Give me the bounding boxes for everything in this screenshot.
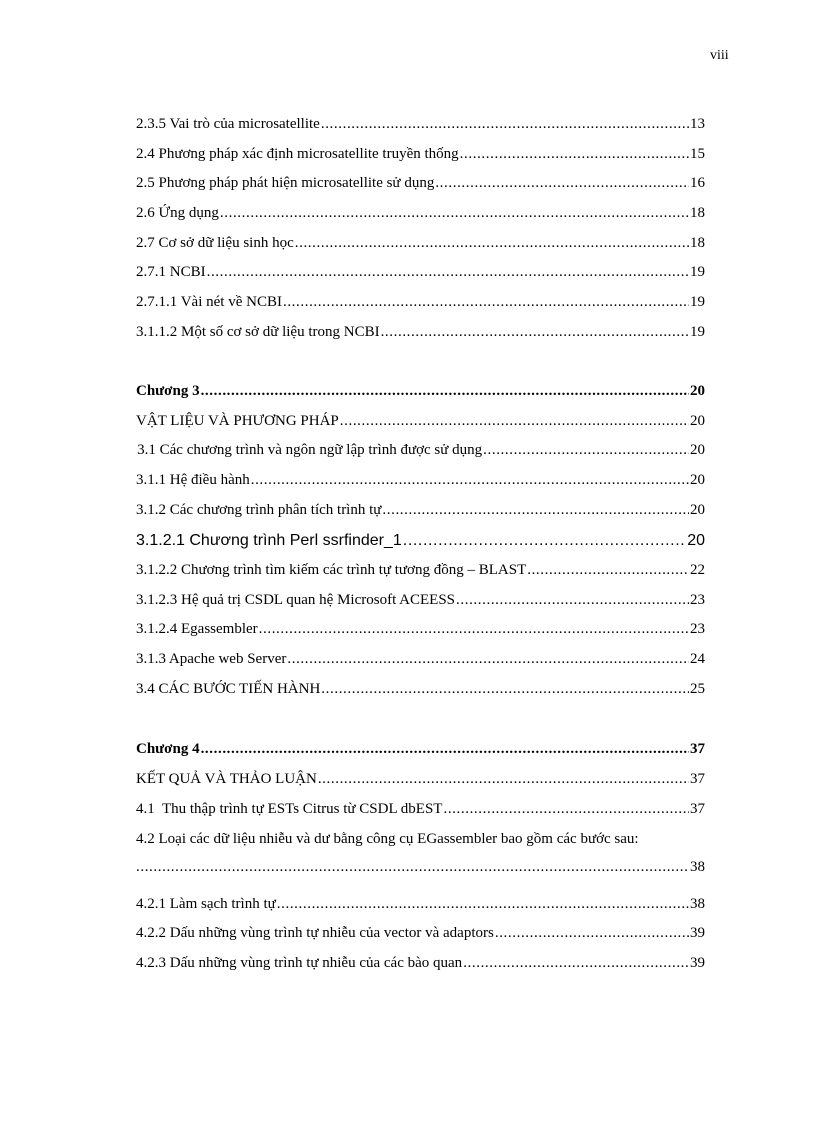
dot-leader (283, 294, 689, 311)
toc-entry-title: 2.7.1.1 Vài nét về NCBI (136, 294, 282, 310)
toc-entry-page: 20 (690, 383, 705, 399)
toc-entry[interactable] (136, 294, 705, 316)
toc-entry[interactable] (136, 324, 705, 346)
dot-leader (527, 562, 689, 579)
toc-entry-title: 2.6 Ứng dụng (136, 205, 219, 221)
dot-leader (136, 859, 689, 876)
dot-leader (382, 502, 689, 519)
toc-entry-page: 20 (687, 532, 705, 549)
toc-entry[interactable] (136, 413, 705, 435)
toc-entry[interactable] (136, 116, 705, 138)
dot-leader (460, 146, 689, 163)
toc-entry[interactable] (136, 175, 705, 197)
toc-entry[interactable] (136, 651, 705, 673)
dot-leader (295, 235, 689, 252)
toc-entry-page: 19 (690, 324, 705, 340)
toc-entry-page: 37 (690, 741, 705, 757)
toc-entry[interactable] (136, 801, 705, 823)
toc-entry-page: 22 (690, 562, 705, 578)
toc-entry-title: 2.7.1 NCBI (136, 264, 206, 280)
toc-entry-title: VẬT LIỆU VÀ PHƯƠNG PHÁP (136, 413, 339, 429)
toc-entry-title: 4.2.3 Dấu những vùng trình tự nhiễu của các bào quan (136, 955, 463, 971)
toc-entry-page: 19 (690, 294, 705, 310)
toc-entry-title: 3.1.1.2 Một số cơ sở dữ liệu trong NCBI (136, 324, 380, 340)
toc-entry-title: 3.1.3 Apache web Server (136, 651, 287, 667)
toc-entry-title: Chương 4 (136, 741, 200, 757)
dot-leader (287, 651, 689, 668)
toc-entry-page: 18 (690, 235, 705, 251)
toc-entry-page: 15 (690, 146, 705, 162)
dot-leader (435, 175, 689, 192)
toc-entry-title: 2.5 Phương pháp phát hiện microsatellite sử dụng (136, 175, 435, 191)
toc-entry[interactable] (136, 592, 705, 614)
toc-entry[interactable] (136, 681, 705, 703)
dot-leader (403, 532, 686, 550)
toc-entry-title: 4.2.2 Dấu những vùng trình tự nhiễu của vector và adaptors (136, 925, 494, 941)
toc-entry[interactable] (136, 562, 705, 584)
toc-entry[interactable] (136, 925, 705, 947)
toc-entry[interactable] (136, 146, 705, 168)
toc-entry-page: 13 (690, 116, 705, 132)
toc-chapter-heading[interactable] (136, 383, 705, 405)
toc-entry-title: 3.4 CÁC BƯỚC TIẾN HÀNH (136, 681, 321, 697)
toc-entry[interactable] (136, 771, 705, 793)
toc-entry-title: 3.1.2 Các chương trình phân tích trình tự (136, 502, 382, 518)
toc-entry-wrapped[interactable] (136, 831, 746, 881)
toc-entry[interactable] (136, 896, 705, 918)
toc-entry-page: 37 (690, 801, 705, 817)
toc-entry[interactable] (136, 955, 705, 977)
toc-chapter-heading[interactable] (136, 741, 705, 763)
toc-entry-title: 2.7 Cơ sở dữ liệu sinh học (136, 235, 294, 251)
dot-leader (463, 955, 689, 972)
dot-leader (483, 442, 689, 459)
toc-entry-title: 2.3.5 Vai trò của microsatellite (136, 116, 320, 132)
toc-entry[interactable] (136, 235, 705, 257)
toc-entry-page: 20 (690, 472, 705, 488)
toc-entry-page: 20 (690, 413, 705, 429)
toc-entry[interactable] (136, 621, 705, 643)
toc-entry-page: 39 (690, 925, 705, 941)
toc-entry-page: 38 (690, 896, 705, 912)
dot-leader (456, 592, 689, 609)
toc-entry-page: 20 (690, 502, 705, 518)
toc-entry-continuation (136, 859, 705, 881)
toc-entry-title: 3.1 Các chương trình và ngôn ngữ lập trình được sử dụng (137, 442, 483, 458)
toc-entry-page: 37 (690, 771, 705, 787)
toc-entry-title: 3.1.2.3 Hệ quả trị CSDL quan hệ Microsoft ACEESS (136, 592, 456, 608)
toc-entry-page: 25 (690, 681, 705, 697)
toc-entry[interactable] (136, 532, 705, 554)
toc-entry[interactable] (136, 472, 705, 494)
dot-leader (220, 205, 689, 222)
dot-leader (495, 925, 689, 942)
dot-leader (321, 116, 689, 133)
toc-entry-title: 3.1.2.4 Egassembler (136, 621, 258, 637)
toc-entry-title: 2.4 Phương pháp xác định microsatellite truyền thống (136, 146, 459, 162)
toc-entry-title: KẾT QUẢ VÀ THẢO LUẬN (136, 771, 317, 787)
toc-entry-page: 19 (690, 264, 705, 280)
toc-entry-page: 18 (690, 205, 705, 221)
dot-leader (207, 264, 689, 281)
dot-leader (259, 621, 689, 638)
dot-leader (201, 383, 689, 400)
toc-entry-page: 16 (690, 175, 705, 191)
toc-entry-title: 3.1.2.1 Chương trình Perl ssrfinder_1 (136, 532, 402, 549)
dot-leader (251, 472, 689, 489)
toc-entry-title: 3.1.2.2 Chương trình tìm kiếm các trình tự tương đồng – BLAST (136, 562, 527, 578)
dot-leader (318, 771, 689, 788)
toc-entry-title: Chương 3 (136, 383, 200, 399)
toc-entry-page: 24 (690, 651, 705, 667)
toc-entry-title: 4.2 Loại các dữ liệu nhiễu và dư bằng công cụ EGassembler bao gồm các bước sau: (136, 831, 639, 847)
toc-entry[interactable] (136, 442, 705, 464)
toc-entry-page: 38 (690, 859, 705, 875)
toc-entry-page: 23 (690, 621, 705, 637)
dot-leader (443, 801, 689, 818)
toc-entry-title: 3.1.1 Hệ điều hành (136, 472, 250, 488)
dot-leader (340, 413, 689, 430)
dot-leader (277, 896, 689, 913)
toc-entry-page: 20 (690, 442, 705, 458)
dot-leader (321, 681, 689, 698)
toc-entry-title: 4.2.1 Làm sạch trình tự (136, 896, 276, 912)
toc-entry-page: 39 (690, 955, 705, 971)
dot-leader (381, 324, 689, 341)
dot-leader (201, 741, 689, 758)
page-number: viii (710, 48, 729, 63)
toc-entry-title: 4.1 Thu thập trình tự ESTs Citrus từ CSDL dbEST (136, 801, 443, 817)
toc-entry-page: 23 (690, 592, 705, 608)
toc-entry[interactable] (136, 205, 705, 227)
toc-entry[interactable] (136, 264, 705, 286)
toc-entry[interactable] (136, 502, 705, 524)
